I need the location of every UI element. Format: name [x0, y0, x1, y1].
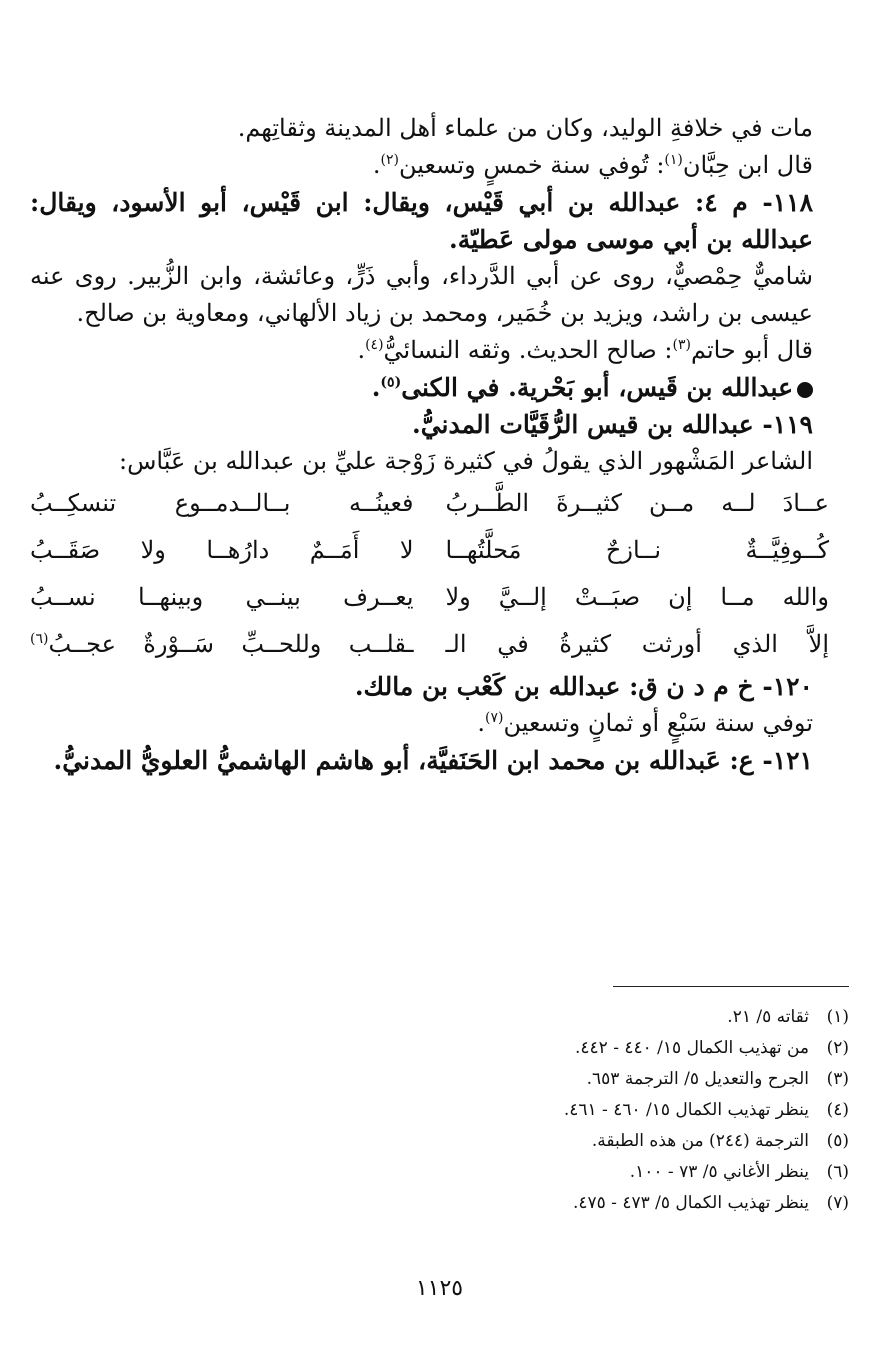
footnote-ref[interactable]: (٢)	[380, 152, 399, 168]
text-span: : تُوفي سنة خمسٍ وتسعين	[398, 151, 665, 179]
text-span: قال ابن حِبَّان	[682, 151, 813, 179]
hemistich: يعــرف بينــي وبينهــا نســبُ	[30, 583, 414, 611]
poem	[30, 480, 849, 668]
footnote-item	[30, 1002, 849, 1033]
footnote-ref[interactable]: (٦)	[30, 631, 49, 647]
text-span: توفي سنة سَبْعٍ أو ثمانٍ وتسعين	[503, 709, 813, 737]
hemistich: فعينُــه بــالــدمــوع تنسكِــبُ	[30, 489, 414, 517]
text-span: .	[371, 373, 381, 402]
footnote-divider	[613, 986, 849, 987]
entry-heading-120: ١٢٠- خ م د ن ق: عبدالله بن كَعْب بن مالك.	[354, 672, 813, 701]
footnote-item	[30, 1188, 849, 1219]
footnote-ref[interactable]: (٣)	[672, 337, 691, 353]
text-span: .	[372, 151, 381, 179]
paragraph	[30, 110, 849, 147]
text-span: عبدالله بن قَيس، أبو بَحْرية. في الكنى	[401, 373, 793, 402]
main-text	[30, 110, 849, 779]
footnote-item	[30, 1095, 849, 1126]
footnote-text: من تهذيب الكمال ١٥/ ٤٤٠ - ٤٤٢.	[574, 1038, 809, 1058]
footnote-number: (٧)	[826, 1193, 849, 1213]
hemistich: لا أَمَــمٌ دارُهــا ولا صَقَــبُ	[30, 536, 414, 564]
paragraph	[30, 705, 849, 742]
page-number: ١١٢٥	[415, 1276, 464, 1301]
footnote-number: (٥)	[826, 1131, 849, 1151]
footnote-ref[interactable]: (٥)	[380, 374, 402, 391]
poem-verse	[30, 527, 829, 574]
paragraph: الشاعر المَشْهور الذي يقولُ في كثيرة زَوْجة عليِّ بن عبدالله بن عَبَّاس:	[119, 447, 813, 475]
footnote-number: (٤)	[826, 1100, 849, 1120]
footnotes	[30, 1002, 849, 1219]
text-span: .	[477, 709, 485, 737]
hemistich	[30, 626, 414, 663]
footnote-text: الترجمة (٢٤٤) من هذه الطبقة.	[591, 1131, 809, 1151]
text-span: .	[357, 336, 366, 364]
poem-verse	[30, 621, 829, 668]
footnote-number: (٣)	[826, 1069, 849, 1089]
footnote-ref[interactable]: (٧)	[484, 710, 504, 726]
bullet-entry	[30, 369, 849, 406]
entry-heading-121: ١٢١- ع: عَبدالله بن محمد ابن الحَنَفيَّة، أبو هاشم الهاشميُّ العلويُّ المدنيُّ.	[53, 746, 813, 775]
footnote-ref[interactable]: (١)	[664, 152, 683, 168]
poem-verse	[30, 480, 829, 527]
footnote-ref[interactable]: (٤)	[365, 337, 384, 353]
hemistich: والله مــا إن صبَــتْ إلــيَّ ولا	[445, 583, 829, 611]
footnote-item	[30, 1157, 849, 1188]
footnote-text: ينظر الأغاني ٥/ ٧٣ - ١٠٠.	[629, 1162, 809, 1182]
entry-heading-119: ١١٩- عبدالله بن قيس الرُّقَيَّات المدنيُّ.	[411, 410, 813, 439]
footnote-item	[30, 1126, 849, 1157]
text-span: قال أبو حاتم	[690, 336, 813, 364]
hemistich: عــادَ لــه مــن كثيــرةَ الطَّــربُ	[445, 489, 829, 517]
paragraph: شاميٌّ حِمْصيٌّ، روى عن أبي الدَّرداء، وأبي ذَرٍّ، وعائشة، وابن الزُّبير. روى عنه عيسى بن راشد، ويزيد بن خُمَير، ومحمد بن زياد الألهاني، ومعاوية بن صالح.	[30, 262, 813, 327]
footnote-text: ينظر تهذيب الكمال ٥/ ٤٧٣ - ٤٧٥.	[572, 1193, 809, 1213]
footnote-text: ينظر تهذيب الكمال ١٥/ ٤٦٠ - ٤٦١.	[563, 1100, 809, 1120]
text-line: مات في خلافةِ الوليد، وكان من علماء أهل المدينة وثقاتِهم.	[237, 114, 813, 142]
poem-verse	[30, 574, 829, 621]
entry-heading-118: ١١٨- م ٤: عبدالله بن أبي قَيْس، ويقال: ابن قَيْس، أبو الأسود، ويقال: عبدالله بن أبي موسى مولى عَطيّة.	[30, 188, 814, 254]
footnote-text: ثقاته ٥/ ٢١.	[727, 1007, 809, 1027]
footnote-text: الجرح والتعديل ٥/ الترجمة ٦٥٣.	[586, 1069, 809, 1089]
footnote-number: (١)	[826, 1007, 849, 1027]
text-span: : صالح الحديث. وثقه النسائيُّ	[383, 336, 673, 364]
hemistich: كُــوفِيَّــةٌ نــازحٌ مَحلَّتُهــا	[445, 536, 829, 564]
text-span: ـقلــب وللحــبِّ سَــوْرةٌ عجــبُ	[48, 630, 414, 658]
footnote-number: (٦)	[826, 1162, 849, 1182]
hemistich: إلاَّ الذي أورثت كثيرةُ في الـ	[445, 630, 829, 658]
footnote-item	[30, 1033, 849, 1064]
footnote-item	[30, 1064, 849, 1095]
paragraph	[30, 147, 849, 184]
bullet-icon	[797, 382, 813, 398]
footnote-number: (٢)	[826, 1038, 849, 1058]
paragraph	[30, 332, 849, 369]
